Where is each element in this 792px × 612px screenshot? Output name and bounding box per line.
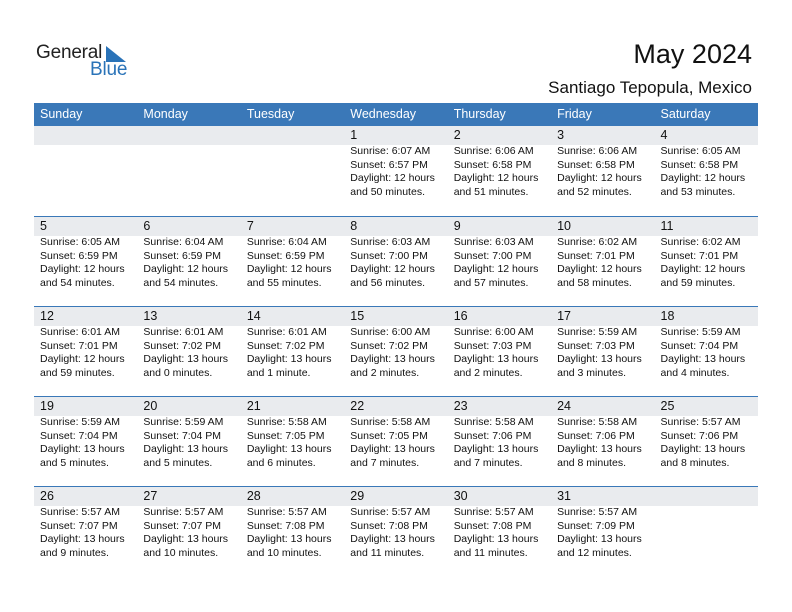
daylight-text: Daylight: 13 hours (40, 443, 125, 456)
daylight-text: Daylight: 13 hours (143, 533, 229, 546)
day-number: 8 (344, 217, 447, 236)
day-info (40, 236, 137, 290)
daylight-minutes-text: and 3 minutes. (557, 366, 626, 379)
sunrise-text: Sunrise: 6:02 AM (557, 236, 638, 248)
day-cell (551, 487, 654, 576)
sunrise-text: Sunrise: 6:04 AM (246, 236, 327, 248)
sunset-text: Sunset: 7:00 PM (453, 249, 532, 262)
empty-day-band (241, 126, 344, 145)
daylight-minutes-text: and 50 minutes. (350, 185, 425, 198)
day-cell (344, 307, 447, 396)
weekday-wednesday: Wednesday (350, 107, 417, 121)
day-number: 9 (448, 217, 551, 236)
day-number: 23 (448, 397, 551, 416)
sunrise-text: Sunrise: 5:58 AM (246, 416, 327, 428)
day-info (557, 506, 654, 560)
daylight-minutes-text: and 7 minutes. (350, 456, 420, 469)
sunset-text: Sunset: 7:05 PM (246, 429, 325, 442)
sunset-text: Sunset: 7:03 PM (453, 339, 532, 352)
sunrise-text: Sunrise: 6:07 AM (350, 145, 431, 157)
sunrise-text: Sunrise: 6:05 AM (660, 145, 741, 157)
daylight-text: Daylight: 12 hours (350, 263, 435, 276)
empty-day-cell (655, 487, 758, 576)
week-row (34, 486, 758, 576)
sunset-text: Sunset: 7:03 PM (557, 339, 635, 352)
day-number: 11 (655, 217, 758, 236)
daylight-text: Daylight: 12 hours (40, 353, 125, 366)
daylight-minutes-text: and 8 minutes. (660, 456, 730, 469)
daylight-text: Daylight: 13 hours (246, 443, 332, 456)
day-number: 24 (551, 397, 654, 416)
day-cell (241, 217, 344, 306)
daylight-text: Daylight: 13 hours (660, 353, 746, 366)
daylight-minutes-text: and 0 minutes. (143, 366, 213, 379)
daylight-text: Daylight: 13 hours (143, 353, 229, 366)
daylight-text: Daylight: 12 hours (557, 263, 642, 276)
sunrise-text: Sunrise: 5:57 AM (453, 506, 534, 518)
day-number: 7 (241, 217, 344, 236)
sunset-text: Sunset: 7:01 PM (557, 249, 635, 262)
day-cell (241, 307, 344, 396)
daylight-minutes-text: and 9 minutes. (40, 546, 109, 559)
day-info (350, 145, 447, 199)
empty-day-band (137, 126, 240, 145)
day-info (557, 326, 654, 380)
calendar-weeks (34, 126, 758, 576)
sunrise-text: Sunrise: 5:58 AM (453, 416, 534, 428)
sunset-text: Sunset: 7:04 PM (143, 429, 222, 442)
sunset-text: Sunset: 7:04 PM (40, 429, 118, 442)
sunrise-text: Sunrise: 5:59 AM (40, 416, 120, 428)
sunrise-text: Sunrise: 6:03 AM (350, 236, 431, 248)
day-info (143, 236, 240, 290)
day-info (557, 416, 654, 470)
daylight-minutes-text: and 59 minutes. (40, 366, 115, 379)
daylight-minutes-text: and 2 minutes. (453, 366, 523, 379)
day-number: 5 (34, 217, 137, 236)
sunrise-text: Sunrise: 6:00 AM (350, 326, 431, 338)
logo-blue-text: Blue (90, 59, 128, 80)
sunrise-text: Sunrise: 5:58 AM (557, 416, 638, 428)
daylight-minutes-text: and 57 minutes. (453, 276, 529, 289)
day-info (454, 236, 551, 290)
day-number: 17 (551, 307, 654, 326)
day-info (143, 506, 240, 560)
sunset-text: Sunset: 7:06 PM (453, 429, 532, 442)
sunset-text: Sunset: 6:59 PM (246, 249, 325, 262)
day-info (454, 145, 551, 199)
day-info (247, 506, 344, 560)
daylight-minutes-text: and 58 minutes. (557, 276, 632, 289)
sunrise-text: Sunrise: 6:04 AM (143, 236, 224, 248)
day-number: 20 (137, 397, 240, 416)
day-info (557, 236, 654, 290)
daylight-text: Daylight: 12 hours (660, 172, 746, 185)
sunrise-text: Sunrise: 6:06 AM (557, 145, 638, 157)
daylight-text: Daylight: 13 hours (143, 443, 229, 456)
weekday-saturday: Saturday (660, 107, 711, 121)
sunrise-text: Sunrise: 6:00 AM (453, 326, 534, 338)
day-info (350, 236, 447, 290)
daylight-text: Daylight: 13 hours (453, 533, 539, 546)
day-number: 16 (448, 307, 551, 326)
day-number: 19 (34, 397, 137, 416)
empty-day-cell (34, 126, 137, 216)
day-cell (448, 217, 551, 306)
day-cell (551, 397, 654, 486)
daylight-text: Daylight: 13 hours (660, 443, 746, 456)
weekday-monday: Monday (143, 107, 188, 121)
daylight-minutes-text: and 7 minutes. (453, 456, 523, 469)
day-cell (34, 487, 137, 576)
day-cell (344, 487, 447, 576)
day-info (40, 506, 137, 560)
day-cell (551, 217, 654, 306)
daylight-text: Daylight: 13 hours (40, 533, 125, 546)
sunrise-text: Sunrise: 5:58 AM (350, 416, 431, 428)
day-cell (241, 397, 344, 486)
sunrise-text: Sunrise: 5:57 AM (246, 506, 327, 518)
daylight-text: Daylight: 13 hours (557, 353, 642, 366)
day-cell (137, 397, 240, 486)
day-info (350, 416, 447, 470)
daylight-text: Daylight: 13 hours (246, 353, 332, 366)
empty-day-cell (137, 126, 240, 216)
week-row (34, 216, 758, 306)
day-cell (137, 217, 240, 306)
calendar-grid (34, 103, 758, 576)
day-cell (137, 487, 240, 576)
sunset-text: Sunset: 7:09 PM (557, 519, 635, 532)
day-number: 13 (137, 307, 240, 326)
day-info (661, 326, 758, 380)
daylight-minutes-text: and 10 minutes. (143, 546, 219, 559)
day-number: 26 (34, 487, 137, 506)
day-info (454, 506, 551, 560)
sunset-text: Sunset: 7:06 PM (557, 429, 635, 442)
day-number: 29 (344, 487, 447, 506)
sunset-text: Sunset: 7:08 PM (350, 519, 428, 532)
day-info (247, 326, 344, 380)
day-number: 3 (551, 126, 654, 145)
daylight-minutes-text: and 6 minutes. (246, 456, 316, 469)
day-cell (34, 217, 137, 306)
weekday-sunday: Sunday (40, 107, 83, 121)
sunrise-text: Sunrise: 5:57 AM (660, 416, 741, 428)
sunset-text: Sunset: 6:57 PM (350, 158, 428, 171)
day-number: 27 (137, 487, 240, 506)
daylight-text: Daylight: 13 hours (557, 533, 642, 546)
day-cell (655, 126, 758, 216)
day-info (350, 506, 447, 560)
day-cell (551, 307, 654, 396)
day-number: 4 (655, 126, 758, 145)
daylight-text: Daylight: 13 hours (350, 533, 435, 546)
sunrise-text: Sunrise: 6:01 AM (40, 326, 120, 338)
day-info (454, 326, 551, 380)
day-cell (448, 397, 551, 486)
day-cell (344, 397, 447, 486)
sunset-text: Sunset: 7:08 PM (453, 519, 532, 532)
day-number: 18 (655, 307, 758, 326)
daylight-text: Daylight: 12 hours (660, 263, 746, 276)
sunrise-text: Sunrise: 5:57 AM (143, 506, 224, 518)
day-number: 28 (241, 487, 344, 506)
daylight-text: Daylight: 13 hours (246, 533, 332, 546)
day-number: 12 (34, 307, 137, 326)
day-info (661, 145, 758, 199)
day-info (247, 236, 344, 290)
daylight-minutes-text: and 12 minutes. (557, 546, 632, 559)
sunset-text: Sunset: 6:58 PM (453, 158, 532, 171)
sunset-text: Sunset: 7:04 PM (660, 339, 739, 352)
daylight-minutes-text: and 1 minute. (246, 366, 311, 379)
daylight-minutes-text: and 56 minutes. (350, 276, 425, 289)
daylight-minutes-text: and 59 minutes. (660, 276, 736, 289)
day-number: 14 (241, 307, 344, 326)
day-info (143, 326, 240, 380)
sunrise-text: Sunrise: 6:05 AM (40, 236, 120, 248)
daylight-minutes-text: and 11 minutes. (350, 546, 425, 559)
daylight-minutes-text: and 4 minutes. (660, 366, 730, 379)
sunset-text: Sunset: 7:07 PM (40, 519, 118, 532)
sunset-text: Sunset: 7:07 PM (143, 519, 222, 532)
day-cell (551, 126, 654, 216)
daylight-text: Daylight: 13 hours (557, 443, 642, 456)
daylight-text: Daylight: 13 hours (350, 443, 435, 456)
day-info (143, 416, 240, 470)
sunrise-text: Sunrise: 5:59 AM (143, 416, 224, 428)
day-cell (448, 487, 551, 576)
sunrise-text: Sunrise: 6:01 AM (246, 326, 327, 338)
day-cell (344, 217, 447, 306)
day-info (557, 145, 654, 199)
day-cell (655, 397, 758, 486)
daylight-text: Daylight: 13 hours (453, 443, 539, 456)
daylight-text: Daylight: 12 hours (246, 263, 332, 276)
day-info (454, 416, 551, 470)
daylight-text: Daylight: 12 hours (557, 172, 642, 185)
daylight-text: Daylight: 12 hours (40, 263, 125, 276)
daylight-minutes-text: and 52 minutes. (557, 185, 632, 198)
sunrise-text: Sunrise: 5:59 AM (660, 326, 741, 338)
day-cell (34, 307, 137, 396)
day-cell (448, 126, 551, 216)
day-info (661, 236, 758, 290)
day-number: 6 (137, 217, 240, 236)
sunset-text: Sunset: 7:01 PM (40, 339, 118, 352)
daylight-minutes-text: and 10 minutes. (246, 546, 322, 559)
sunrise-text: Sunrise: 6:06 AM (453, 145, 534, 157)
sunrise-text: Sunrise: 6:03 AM (453, 236, 534, 248)
sunset-text: Sunset: 7:02 PM (143, 339, 222, 352)
daylight-text: Daylight: 12 hours (143, 263, 229, 276)
day-info (350, 326, 447, 380)
sunrise-text: Sunrise: 6:01 AM (143, 326, 224, 338)
empty-day-band (34, 126, 137, 145)
sunrise-text: Sunrise: 5:57 AM (40, 506, 120, 518)
daylight-minutes-text: and 2 minutes. (350, 366, 420, 379)
week-row (34, 306, 758, 396)
day-number: 31 (551, 487, 654, 506)
daylight-minutes-text: and 53 minutes. (660, 185, 736, 198)
weekday-thursday: Thursday (453, 107, 506, 121)
day-number: 2 (448, 126, 551, 145)
daylight-minutes-text: and 5 minutes. (40, 456, 109, 469)
sunset-text: Sunset: 6:58 PM (660, 158, 739, 171)
day-number: 21 (241, 397, 344, 416)
empty-day-cell (241, 126, 344, 216)
day-cell (137, 307, 240, 396)
sunrise-text: Sunrise: 5:59 AM (557, 326, 638, 338)
day-cell (448, 307, 551, 396)
sunset-text: Sunset: 7:02 PM (350, 339, 428, 352)
day-number: 10 (551, 217, 654, 236)
day-info (40, 416, 137, 470)
sunset-text: Sunset: 7:00 PM (350, 249, 428, 262)
daylight-text: Daylight: 13 hours (453, 353, 539, 366)
day-info (40, 326, 137, 380)
daylight-minutes-text: and 54 minutes. (143, 276, 219, 289)
day-number: 30 (448, 487, 551, 506)
day-cell (655, 307, 758, 396)
day-number: 25 (655, 397, 758, 416)
month-title: May 2024 (633, 39, 752, 69)
sunset-text: Sunset: 6:59 PM (40, 249, 118, 262)
sunrise-text: Sunrise: 5:57 AM (350, 506, 431, 518)
daylight-text: Daylight: 12 hours (350, 172, 435, 185)
daylight-minutes-text: and 54 minutes. (40, 276, 115, 289)
daylight-minutes-text: and 55 minutes. (246, 276, 322, 289)
day-info (247, 416, 344, 470)
weekday-tuesday: Tuesday (246, 107, 295, 121)
day-cell (655, 217, 758, 306)
sunset-text: Sunset: 7:06 PM (660, 429, 739, 442)
day-number: 22 (344, 397, 447, 416)
daylight-minutes-text: and 5 minutes. (143, 456, 213, 469)
empty-day-band (655, 487, 758, 506)
day-number: 1 (344, 126, 447, 145)
day-cell (34, 397, 137, 486)
day-cell (344, 126, 447, 216)
sunset-text: Sunset: 6:59 PM (143, 249, 222, 262)
week-row (34, 396, 758, 486)
sunset-text: Sunset: 7:01 PM (660, 249, 739, 262)
daylight-minutes-text: and 11 minutes. (453, 546, 528, 559)
daylight-text: Daylight: 12 hours (453, 263, 539, 276)
location-label: Santiago Tepopula, Mexico (548, 78, 752, 97)
sunrise-text: Sunrise: 6:02 AM (660, 236, 741, 248)
weekday-friday: Friday (557, 107, 592, 121)
day-cell (241, 487, 344, 576)
weekday-header (34, 103, 758, 126)
sunset-text: Sunset: 7:05 PM (350, 429, 428, 442)
week-row (34, 126, 758, 216)
daylight-text: Daylight: 13 hours (350, 353, 435, 366)
day-info (661, 416, 758, 470)
day-number: 15 (344, 307, 447, 326)
sunrise-text: Sunrise: 5:57 AM (557, 506, 638, 518)
daylight-minutes-text: and 51 minutes. (453, 185, 529, 198)
sunset-text: Sunset: 7:08 PM (246, 519, 325, 532)
logo-general-text: General (36, 42, 103, 63)
daylight-minutes-text: and 8 minutes. (557, 456, 626, 469)
sunset-text: Sunset: 6:58 PM (557, 158, 635, 171)
sunset-text: Sunset: 7:02 PM (246, 339, 325, 352)
logo (36, 42, 136, 82)
daylight-text: Daylight: 12 hours (453, 172, 539, 185)
